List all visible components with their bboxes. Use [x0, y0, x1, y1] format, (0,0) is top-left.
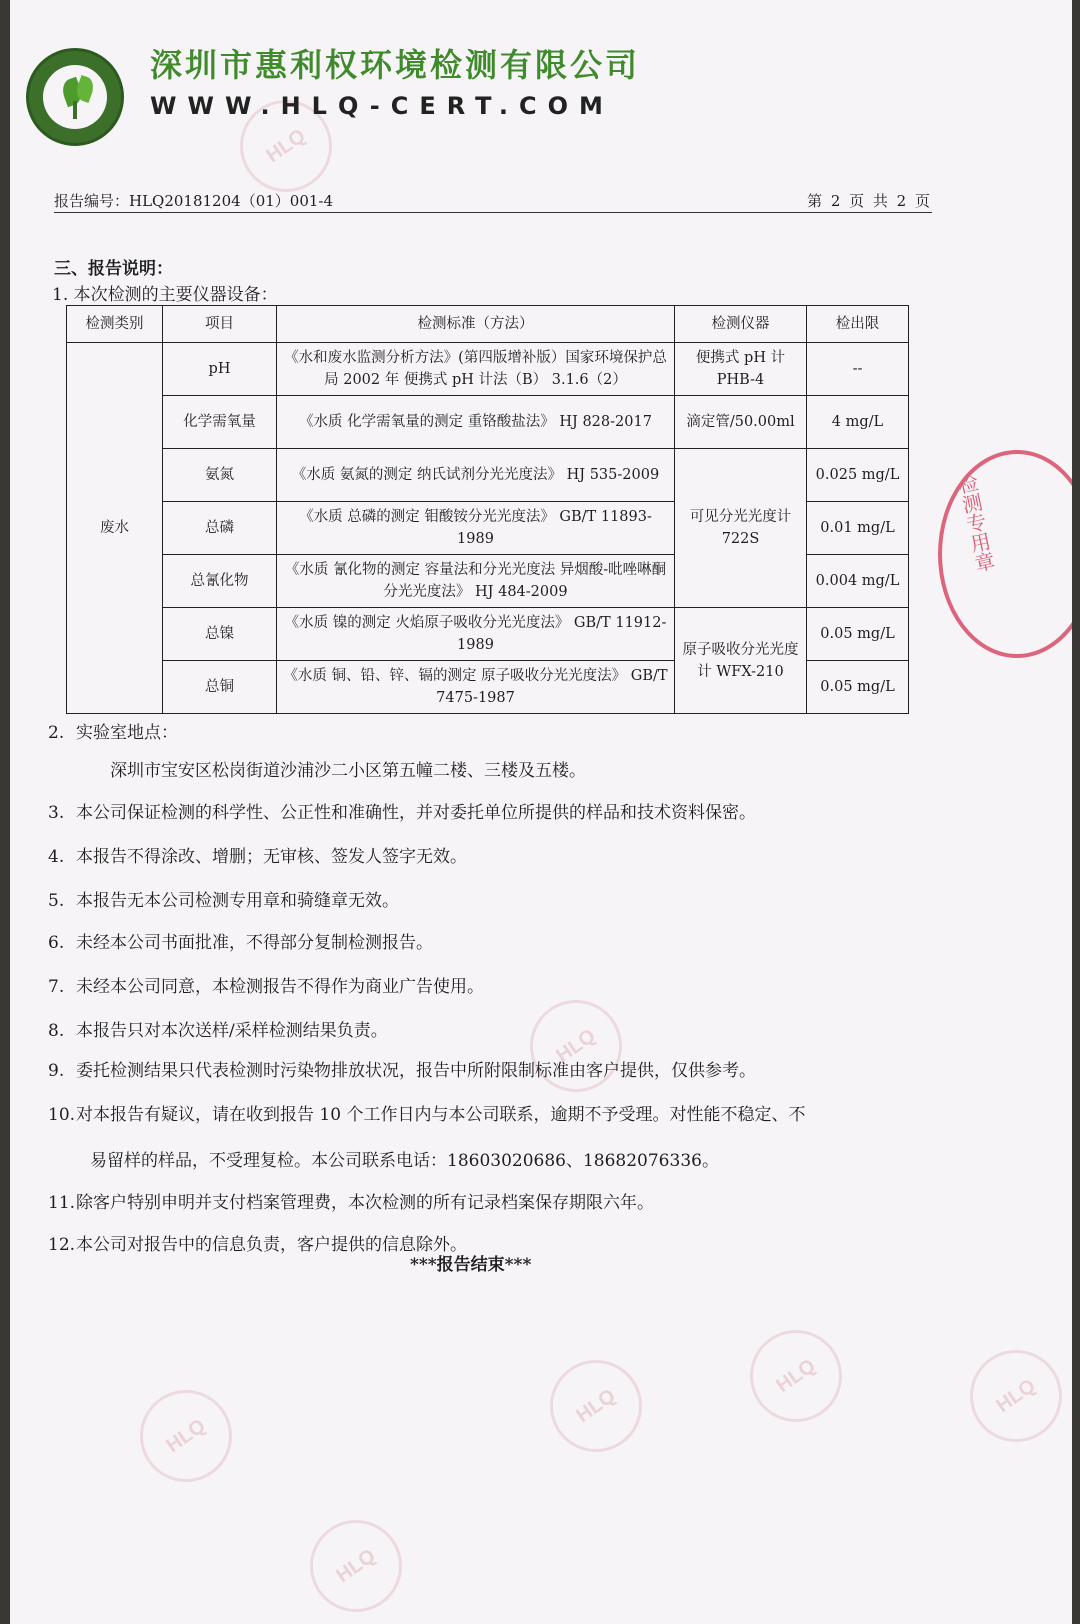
- item-cell: pH: [163, 343, 277, 396]
- report-end-marker: ***报告结束***: [410, 1255, 532, 1275]
- watermark-hlq: HLQ: [292, 1502, 420, 1624]
- watermark-hlq: HLQ: [952, 1332, 1072, 1460]
- note-item: 9. 委托检测结果只代表检测时污染物排放状况，报告中所附限制标准由客户提供，仅供参考。: [48, 1061, 756, 1081]
- watermark-hlq: HLQ: [512, 982, 640, 1110]
- item-cell: 总氰化物: [163, 555, 277, 608]
- item-cell: 氨氮: [163, 449, 277, 502]
- category-cell: 废水: [67, 343, 163, 714]
- note-item: 7. 未经本公司同意，本检测报告不得作为商业广告使用。: [48, 977, 484, 997]
- limit-cell: 4 mg/L: [807, 396, 909, 449]
- standard-cell: 《水质 氰化物的测定 容量法和分光光度法 异烟酸-吡唑啉酮分光光度法》 HJ 484-2009: [277, 555, 675, 608]
- note-item: 5. 本报告无本公司检测专用章和骑缝章无效。: [48, 891, 399, 911]
- note-item: 易留样的样品，不受理复检。本公司联系电话：18603020686、18682076336。: [90, 1151, 719, 1171]
- header-cell: 检测类别: [67, 306, 163, 343]
- item-cell: 化学需氧量: [163, 396, 277, 449]
- table-row: [67, 343, 909, 396]
- limit-cell: 0.004 mg/L: [807, 555, 909, 608]
- limit-cell: --: [807, 343, 909, 396]
- company-logo: [26, 48, 124, 146]
- note-item: 10.对本报告有疑议，请在收到报告 10 个工作日内与本公司联系，逾期不予受理。对性能不稳定、不: [48, 1105, 806, 1125]
- note-item: 11.除客户特别申明并支付档案管理费，本次检测的所有记录档案保存期限六年。: [48, 1193, 654, 1213]
- header-cell: 检测仪器: [675, 306, 807, 343]
- header-cell: 检测标准（方法）: [277, 306, 675, 343]
- standard-cell: 《水质 氨氮的测定 纳氏试剂分光光度法》 HJ 535-2009: [277, 449, 675, 502]
- header-cell: 检出限: [807, 306, 909, 343]
- watermark-hlq: HLQ: [222, 82, 350, 210]
- standard-cell: 《水质 总磷的测定 钼酸铵分光光度法》 GB/T 11893-1989: [277, 502, 675, 555]
- company-name: 深圳市惠利权环境检测有限公司: [150, 46, 641, 84]
- company-website: WWW.HLQ-CERT.COM: [150, 92, 614, 120]
- section-subtitle: 1. 本次检测的主要仪器设备：: [52, 285, 278, 305]
- standard-cell: 《水质 化学需氧量的测定 重铬酸盐法》 HJ 828-2017: [277, 396, 675, 449]
- instrument-cell: 便携式 pH 计 PHB-4: [675, 343, 807, 396]
- instrument-cell: 原子吸收分光光度计 WFX-210: [675, 608, 807, 714]
- instrument-cell: 可见分光光度计 722S: [675, 449, 807, 608]
- seal-text: 检测专用章: [952, 471, 998, 575]
- report-page: [10, 0, 1072, 1624]
- table-row: [67, 396, 909, 449]
- watermark-hlq: HLQ: [122, 1372, 250, 1500]
- note-item: 3. 本公司保证检测的科学性、公正性和准确性，并对委托单位所提供的样品和技术资料保密。: [48, 803, 756, 823]
- note-item: 12.本公司对报告中的信息负责，客户提供的信息除外。: [48, 1235, 467, 1255]
- note-item: 4. 本报告不得涂改、增删；无审核、签发人签字无效。: [48, 847, 467, 867]
- report-number: 报告编号：HLQ20181204（01）001-4: [54, 192, 334, 210]
- note-item: 深圳市宝安区松岗街道沙浦沙二小区第五幢二楼、三楼及五楼。: [110, 761, 586, 781]
- company-seal-stamp: [938, 450, 1072, 658]
- table-header-row: [67, 306, 909, 343]
- limit-cell: 0.05 mg/L: [807, 608, 909, 661]
- watermark-hlq: HLQ: [732, 1312, 860, 1440]
- header-divider: [54, 212, 932, 213]
- header-cell: 项目: [163, 306, 277, 343]
- page-indicator: 第 2 页 共 2 页: [807, 192, 932, 210]
- standard-cell: 《水质 铜、铅、锌、镉的测定 原子吸收分光光度法》 GB/T 7475-1987: [277, 661, 675, 714]
- instrument-cell: 滴定管/50.00ml: [675, 396, 807, 449]
- note-item: 8. 本报告只对本次送样/采样检测结果负责。: [48, 1021, 388, 1041]
- watermark-hlq: HLQ: [532, 1342, 660, 1470]
- table-row: [67, 449, 909, 502]
- note-item: 2. 实验室地点：: [48, 723, 178, 743]
- table-row: [67, 608, 909, 661]
- item-cell: 总铜: [163, 661, 277, 714]
- item-cell: 总镍: [163, 608, 277, 661]
- instrument-table: [66, 305, 909, 714]
- standard-cell: 《水和废水监测分析方法》(第四版增补版）国家环境保护总局 2002 年 便携式 pH 计法（B） 3.1.6（2）: [277, 343, 675, 396]
- limit-cell: 0.025 mg/L: [807, 449, 909, 502]
- standard-cell: 《水质 镍的测定 火焰原子吸收分光光度法》 GB/T 11912-1989: [277, 608, 675, 661]
- section-title: 三、报告说明：: [54, 259, 173, 279]
- item-cell: 总磷: [163, 502, 277, 555]
- note-item: 6. 未经本公司书面批准，不得部分复制检测报告。: [48, 933, 433, 953]
- limit-cell: 0.05 mg/L: [807, 661, 909, 714]
- limit-cell: 0.01 mg/L: [807, 502, 909, 555]
